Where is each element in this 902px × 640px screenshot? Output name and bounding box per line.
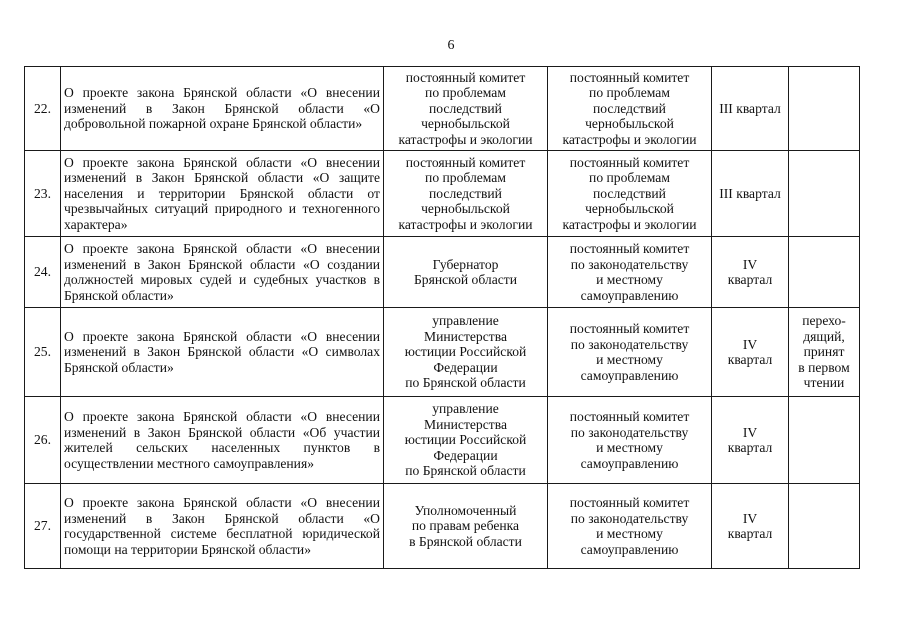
initiator-cell-line: Министерства — [424, 328, 507, 344]
term-cell-line: IV — [742, 336, 758, 352]
note-cell-line: принят — [803, 344, 845, 360]
table-row — [25, 67, 860, 151]
committee-cell-line: самоуправлению — [580, 541, 679, 557]
bill-title: О проекте закона Брянской области «О внесении изменений в Закон Брянской области «О добровольной пожарной охране Брянской области» — [61, 67, 384, 151]
committee-cell-line: постоянный комитет — [569, 495, 690, 510]
initiator-cell-line: катастрофы и экологии — [398, 131, 533, 147]
term-cell-line: квартал — [727, 526, 773, 541]
initiator-cell-line: управление — [432, 313, 499, 329]
note-cell — [789, 397, 860, 484]
committee-cell-line: по законодательству — [570, 256, 689, 272]
initiator-cell — [384, 151, 548, 237]
page-number: 6 — [447, 38, 455, 53]
term-cell — [712, 484, 789, 569]
note-cell — [789, 237, 860, 308]
committee-cell-line: постоянный комитет — [569, 321, 690, 336]
committee-cell-line: по проблемам — [589, 170, 670, 186]
initiator-cell-line: по правам ребенка — [411, 518, 520, 534]
note-cell-line: в первом — [798, 359, 850, 375]
table-row — [25, 308, 860, 397]
note-cell — [789, 484, 860, 569]
row-number: 25. — [25, 308, 61, 397]
bill-title: О проекте закона Брянской области «О внесении изменений в Закон Брянской области «О символах Брянской области» — [61, 308, 384, 397]
term-cell-line: IV — [742, 256, 758, 272]
term-cell — [712, 67, 789, 151]
initiator-cell-line: Министерства — [424, 416, 507, 432]
committee-cell-line: постоянный комитет — [569, 409, 690, 424]
committee-cell-line: катастрофы и экологии — [562, 216, 697, 232]
initiator-cell-line: постоянный комитет — [405, 154, 526, 170]
initiator-cell-line: Федерации — [433, 359, 498, 375]
bill-title: О проекте закона Брянской области «О внесении изменений в Закон Брянской области «О защите населения и территории Брянской области от чрезвычайных ситуаций природного и техногенного характера» — [61, 151, 384, 237]
committee-cell — [548, 237, 712, 308]
committee-cell-line: постоянный комитет — [569, 69, 690, 85]
table-row — [25, 237, 860, 308]
initiator-cell-line: чернобыльской — [421, 116, 510, 132]
committee-cell-line: и местному — [596, 272, 663, 287]
initiator-cell-line: в Брянской области — [409, 533, 522, 549]
initiator-cell-line: последствий — [429, 100, 502, 116]
committee-cell — [548, 151, 712, 237]
committee-cell-line: катастрофы и экологии — [562, 131, 697, 147]
row-number: 23. — [25, 151, 61, 237]
initiator-cell — [384, 237, 548, 308]
table-row — [25, 151, 860, 237]
committee-cell-line: по законодательству — [570, 510, 689, 526]
term-cell-line: квартал — [727, 352, 773, 367]
committee-cell-line: последствий — [593, 185, 666, 201]
term-cell-line: квартал — [727, 440, 773, 455]
committee-cell-line: самоуправлению — [580, 367, 679, 383]
committee-cell-line: и местному — [596, 352, 663, 367]
committee-cell-line: чернобыльской — [585, 116, 674, 132]
initiator-cell-line: юстиции Российской — [404, 344, 527, 360]
initiator-cell-line: чернобыльской — [421, 201, 510, 217]
initiator-cell-line: Брянской области — [414, 272, 517, 287]
initiator-cell-line: по проблемам — [425, 85, 506, 101]
bill-title: О проекте закона Брянской области «О внесении изменений в Закон Брянской области «Об участии жителей сельских населенных пунктов в осуществлении местного самоуправления» — [61, 397, 384, 484]
term-cell — [712, 237, 789, 308]
initiator-cell-line: постоянный комитет — [405, 69, 526, 85]
row-number: 27. — [25, 484, 61, 569]
initiator-cell — [384, 67, 548, 151]
committee-cell-line: по законодательству — [570, 424, 689, 440]
initiator-cell-line: по проблемам — [425, 170, 506, 186]
initiator-cell-line: по Брянской области — [405, 463, 526, 479]
initiator-cell-line: Губернатор — [432, 256, 499, 272]
row-number: 24. — [25, 237, 61, 308]
row-number: 26. — [25, 397, 61, 484]
committee-cell-line: постоянный комитет — [569, 241, 690, 256]
committee-cell-line: последствий — [593, 100, 666, 116]
initiator-cell-line: катастрофы и экологии — [398, 216, 533, 232]
term-cell — [712, 151, 789, 237]
table-body — [25, 67, 860, 569]
note-cell-line: дящий, — [803, 328, 845, 344]
note-cell-line: перехо- — [802, 313, 846, 329]
term-cell-line: IV — [742, 424, 758, 440]
initiator-cell-line: управление — [432, 401, 499, 417]
note-cell — [789, 151, 860, 237]
committee-cell-line: самоуправлению — [580, 287, 679, 303]
initiator-cell-line: последствий — [429, 185, 502, 201]
committee-cell — [548, 397, 712, 484]
committee-cell — [548, 67, 712, 151]
row-number: 22. — [25, 67, 61, 151]
committee-cell — [548, 484, 712, 569]
term-cell — [712, 397, 789, 484]
committee-cell-line: чернобыльской — [585, 201, 674, 217]
term-cell-line: III квартал — [719, 100, 781, 116]
initiator-cell — [384, 397, 548, 484]
committee-cell-line: и местному — [596, 526, 663, 541]
committee-cell-line: и местному — [596, 440, 663, 455]
term-cell-line: III квартал — [719, 185, 781, 201]
committee-cell-line: самоуправлению — [580, 455, 679, 471]
initiator-cell-line: Уполномоченный — [414, 502, 517, 518]
legislative-plan-table — [24, 66, 860, 569]
initiator-cell-line: юстиции Российской — [404, 432, 527, 448]
initiator-cell-line: Федерации — [433, 447, 498, 463]
initiator-cell-line: по Брянской области — [405, 375, 526, 391]
term-cell-line: квартал — [727, 272, 773, 287]
table-row — [25, 397, 860, 484]
bill-title: О проекте закона Брянской области «О внесении изменений в Закон Брянской области «О государственной системе бесплатной юридической помощи на территории Брянской области» — [61, 484, 384, 569]
note-cell — [789, 67, 860, 151]
committee-cell-line: по проблемам — [589, 85, 670, 101]
initiator-cell — [384, 308, 548, 397]
note-cell — [789, 308, 860, 397]
table-row — [25, 484, 860, 569]
committee-cell — [548, 308, 712, 397]
note-cell-line: чтении — [803, 375, 845, 391]
bill-title: О проекте закона Брянской области «О внесении изменений в Закон Брянской области «О создании должностей мировых судей и судебных участков в Брянской области» — [61, 237, 384, 308]
term-cell — [712, 308, 789, 397]
initiator-cell — [384, 484, 548, 569]
committee-cell-line: постоянный комитет — [569, 154, 690, 170]
committee-cell-line: по законодательству — [570, 336, 689, 352]
term-cell-line: IV — [742, 510, 758, 526]
